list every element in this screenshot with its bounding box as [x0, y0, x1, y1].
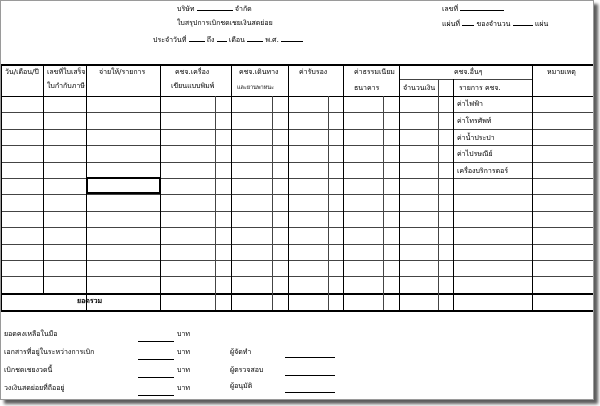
date-line	[153, 35, 303, 45]
date-prefix: ประจำวันที่	[153, 36, 187, 44]
page-of-label: ของจำนวน	[476, 20, 511, 28]
footer-blank-1[interactable]	[138, 341, 174, 342]
col-bank-2: ธนาคาร	[354, 84, 380, 92]
col-taxno-2: ใบกำกับภาษี	[47, 82, 85, 90]
col-paidto: จ่ายให้/รายการ	[99, 68, 146, 76]
doc-no-label: เลขที่	[442, 5, 459, 13]
body-row-line	[1, 145, 594, 146]
footer-unit-2: บาท	[177, 348, 190, 356]
col-travel-1: คชจ.เดินทาง	[239, 68, 279, 76]
body-row-line	[1, 194, 594, 195]
col-line-amount-split	[438, 79, 439, 310]
col-line-fuel	[231, 64, 232, 310]
page-blank[interactable]	[462, 19, 474, 26]
table-bottom-line	[1, 310, 594, 312]
col-fuel-1: คชจ.เครื่อง	[175, 68, 210, 76]
table-top-border	[1, 64, 594, 66]
other-item-telephone: ค่าโทรศัพท์	[457, 117, 492, 125]
signer-preparer-line[interactable]	[285, 357, 335, 358]
total-label: ยอดรวม	[77, 297, 103, 305]
date-to-blank[interactable]	[217, 35, 227, 42]
body-row-line	[1, 227, 594, 228]
header-bottom-line	[1, 96, 594, 97]
company-blank[interactable]	[197, 4, 233, 11]
col-date: วัน/เดือน/ปี	[5, 68, 39, 76]
footer-reimburse: เบิกชดเชยงวดนี้	[4, 366, 53, 374]
footer-blank-3[interactable]	[138, 377, 174, 378]
col-other: คชจ.อื่นๆ	[454, 68, 483, 76]
selected-cell[interactable]	[86, 177, 161, 194]
page-total-blank[interactable]	[513, 19, 533, 26]
other-subheader-line	[399, 79, 532, 80]
doc-no-blank[interactable]	[460, 4, 504, 11]
body-row-line	[1, 162, 594, 163]
page-line	[442, 19, 548, 29]
body-row-line	[1, 112, 594, 113]
date-year-label: พ.ศ.	[265, 36, 279, 44]
date-from-blank[interactable]	[189, 35, 205, 42]
page-label: แผ่นที่	[442, 20, 461, 28]
form-subtitle: ใบสรุปการเบิกชดเชยเงินสดย่อย	[177, 19, 273, 27]
col-line-fuel-split	[215, 96, 216, 310]
footer-unit-3: บาท	[177, 366, 190, 374]
other-item-electricity: ค่าไฟฟ้า	[457, 100, 483, 108]
col-line-travel-split	[272, 96, 273, 310]
signer-checker-line[interactable]	[285, 375, 335, 376]
col-line-travel	[288, 64, 289, 310]
footer-unit-1: บาท	[177, 330, 190, 338]
footer-pending-docs: เอกสารที่อยู่ในระหว่างการเบิก	[4, 348, 95, 356]
signer-preparer: ผู้จัดทำ	[230, 348, 252, 356]
col-line-amount	[453, 79, 454, 310]
company-line	[177, 4, 252, 14]
col-line-bank	[399, 64, 400, 310]
col-reception: ค่ารับรอง	[299, 68, 328, 76]
col-line-reception-split	[328, 96, 329, 310]
col-line-reception	[343, 64, 344, 310]
body-row-line	[1, 129, 594, 130]
col-line-other	[532, 64, 533, 310]
col-other-amount: จำนวนเงิน	[403, 84, 436, 92]
signer-approver: ผู้อนุมัติ	[230, 382, 253, 390]
doc-no-line	[442, 4, 504, 14]
footer-unit-4: บาท	[177, 384, 190, 392]
footer-petty-limit: วงเงินสดย่อยที่ถืออยู่	[4, 384, 65, 392]
other-item-printer: เครื่องบริการดอร์	[457, 167, 509, 175]
total-top-line	[1, 293, 594, 295]
company-suffix: จำกัด	[234, 5, 252, 13]
page-suffix: แผ่น	[534, 20, 549, 28]
footer-blank-2[interactable]	[138, 359, 174, 360]
other-item-postage: ค่าไปรษณีย์	[457, 150, 493, 158]
company-label: บริษัท	[177, 5, 195, 13]
col-travel-2: และยานพาหนะ	[237, 85, 274, 91]
body-row-line	[1, 260, 594, 261]
other-item-water: ค่าน้ำประปา	[457, 134, 495, 142]
footer-cash-on-hand: ยอดคงเหลือในมือ	[4, 330, 58, 338]
col-other-item: รายการ คชจ.	[459, 84, 501, 92]
year-blank[interactable]	[281, 35, 303, 42]
signer-approver-line[interactable]	[285, 392, 335, 393]
signer-checker: ผู้ตรวจสอบ	[230, 366, 264, 374]
date-month-label: เดือน	[228, 36, 245, 44]
col-note: หมายเหตุ	[547, 68, 576, 76]
footer-blank-4[interactable]	[138, 395, 174, 396]
col-line-date	[43, 64, 44, 293]
col-line-bank-split	[383, 96, 384, 310]
col-bank-1: ค่าธรรมเนียม	[354, 68, 395, 76]
month-blank[interactable]	[247, 35, 263, 42]
col-line-0	[1, 64, 2, 310]
date-to-label: ถึง	[206, 36, 215, 44]
body-row-line	[1, 276, 594, 277]
col-taxno-1: เลขที่ใบเสร็จ	[47, 68, 86, 76]
body-row-line	[1, 211, 594, 212]
col-fuel-2: เขียนแบบพิมพ์	[171, 82, 215, 90]
body-row-line	[1, 244, 594, 245]
